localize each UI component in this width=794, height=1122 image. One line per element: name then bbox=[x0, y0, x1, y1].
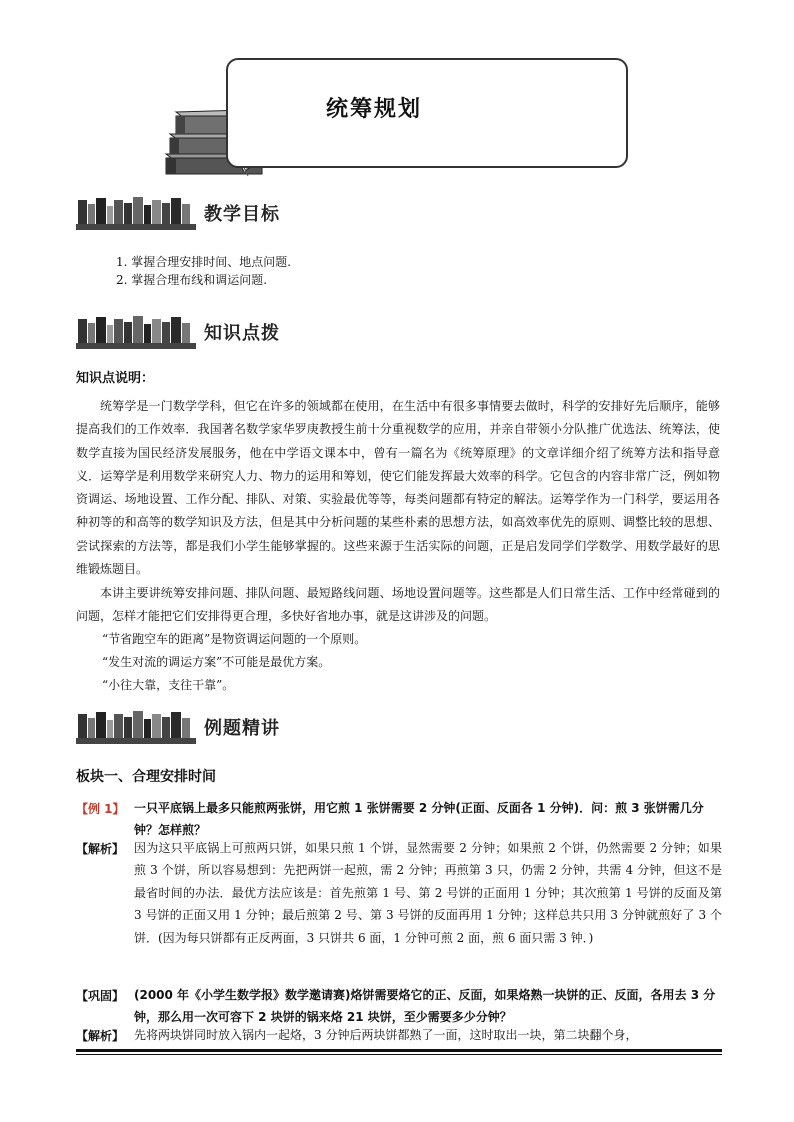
knowledge-paragraph: 本讲主要讲统筹安排问题、排队问题、最短路线问题、场地设置问题等。这些都是人们日常生活、工作中经常碰到的问题，怎样才能把它们安排得更合理，多快好省地办事，就是这讲涉及的问题。 bbox=[76, 586, 720, 624]
title-frame bbox=[226, 58, 628, 168]
section-title: 知识点拨 bbox=[204, 323, 280, 344]
section-title: 教学目标 bbox=[204, 204, 280, 225]
example-question bbox=[76, 797, 722, 841]
knowledge-label: 知识点说明： bbox=[76, 371, 155, 386]
quote-line: “发生对流的调运方案”不可能是最优方案。 bbox=[102, 655, 331, 669]
practice-tag: 【巩固】 bbox=[76, 989, 125, 1003]
practice-question bbox=[76, 984, 722, 1028]
bookshelf-icon bbox=[76, 313, 196, 353]
answer-text: 先将两块饼同时放入锅内一起烙，3 分钟后两块饼都熟了一面，这时取出一块，第二块翻个身， bbox=[134, 1028, 638, 1042]
quote-line: “小往大靠，支往干靠”。 bbox=[102, 678, 235, 692]
question-text: (2000 年《小学生数学报》数学邀请赛)烙饼需要烙它的正、反面，如果烙熟一块饼的正、反面，各用去 3 分钟，那么用一次可容下 2 块饼的锅来烙 21 块饼，至少需要多少分钟？ bbox=[134, 988, 716, 1024]
quote-line: “节省跑空车的距离”是物资调运问题的一个原则。 bbox=[102, 632, 367, 646]
bottom-rule bbox=[76, 1049, 722, 1052]
goal-item: 2. 掌握合理布线和调运问题. bbox=[116, 273, 268, 287]
section-title: 例题精讲 bbox=[204, 718, 280, 739]
bookshelf-icon bbox=[76, 708, 196, 748]
bookshelf-icon bbox=[76, 194, 196, 234]
goal-item: 1. 掌握合理安排时间、地点问题. bbox=[116, 255, 292, 269]
example-answer bbox=[76, 837, 722, 972]
block-title: 板块一、合理安排时间 bbox=[76, 769, 216, 785]
page-title: 统筹规划 bbox=[326, 97, 423, 122]
example-tag: 【例 1】 bbox=[76, 802, 125, 816]
practice-answer bbox=[76, 1024, 722, 1048]
answer-tag: 【解析】 bbox=[76, 842, 125, 856]
section-header-knowledge bbox=[76, 313, 496, 353]
answer-tag: 【解析】 bbox=[76, 1029, 125, 1043]
knowledge-paragraph: 统筹学是一门数学学科，但它在许多的领域都在使用，在生活中有很多事情要去做时，科学的安排好先后顺序，能够提高我们的工作效率．我国著名数学家华罗庚教授生前十分重视数学的应用，并亲自带领小分队推广优选法、统筹法，使数学直接为国民经济发展服务，他在中学语文课本中，曾有一篇名为《统筹原理》的文章详细介绍了统筹方法和指导意义．运筹学是利用数学来研究人力、物力的运用和筹划，使它们能发挥最大效率的科学。它包含的内容非常广泛，例如物资调运、场地设置、工作分配、排队、对策、实验最优等等，每类问题都有特定的解法。运筹学作为一门科学，要运用各种初等的和高等的数学知识及方法，但是其中分析问题的某些朴素的思想方法，如高效率优先的原则、调整比较的思想、尝试探索的方法等，都是我们小学生能够掌握的。这些来源于生活实际的问题，正是启发同学们学数学、用数学最好的思维锻炼题目。 bbox=[76, 399, 720, 577]
bottom-rule-thin bbox=[76, 1054, 722, 1055]
section-header-goals bbox=[76, 194, 496, 234]
question-text: 一只平底锅上最多只能煎两张饼，用它煎 1 张饼需要 2 分钟(正面、反面各 1 分钟)．问：煎 3 张饼需几分钟？怎样煎？ bbox=[134, 801, 704, 837]
answer-text: 因为这只平底锅上可煎两只饼，如果只煎 1 个饼，显然需要 2 分钟；如果煎 2 个饼，仍然需要 2 分钟；如果煎 3 个饼，所以容易想到：先把两饼一起煎，需 2 分钟；再煎第 3 只，仍需 2 分钟，共需 4 分钟，但这不是最省时间的办法．最优方法应该是：首先煎第 1 号、第 2 号饼的正面用 1 分钟；其次煎第 1 号饼的反面及第 3 号饼的正面又用 1 分钟；最后煎第 2 号、第 3 号饼的反面再用 1 分钟；这样总共只用 3 分钟就煎好了 3 个饼．(因为每只饼都有正反两面，3 只饼共 6 面，1 分钟可煎 2 面，煎 6 面只需 3 钟．) bbox=[134, 841, 722, 945]
section-header-examples bbox=[76, 708, 496, 748]
